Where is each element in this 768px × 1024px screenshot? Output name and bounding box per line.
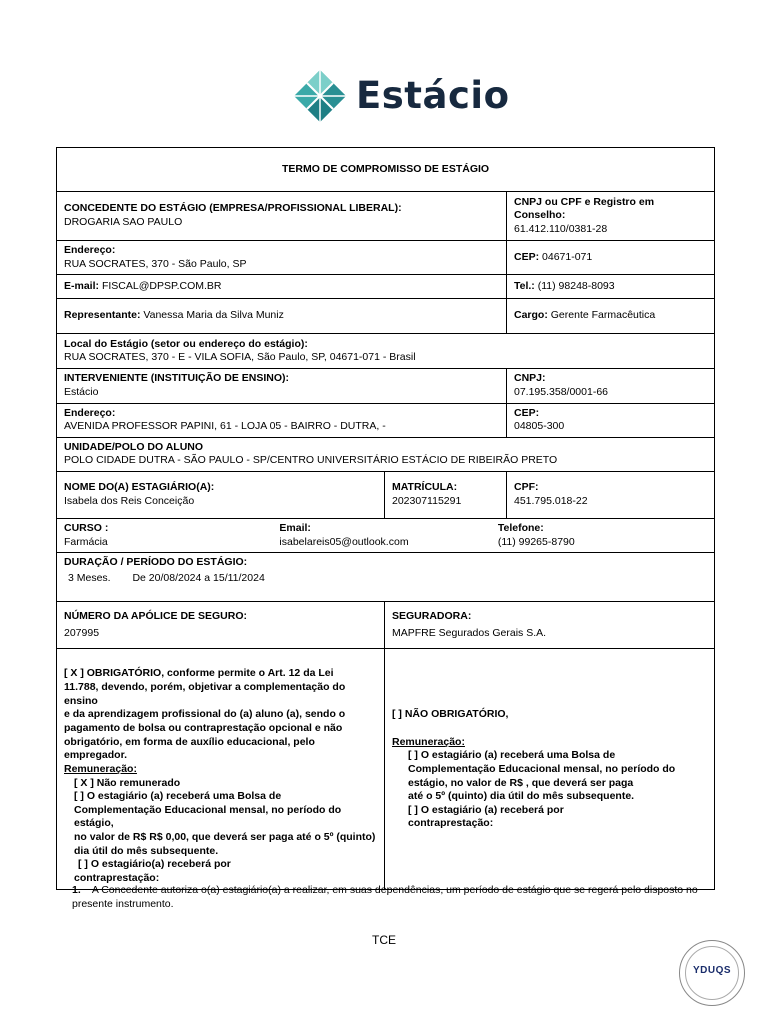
cpf-label: CPF: — [514, 481, 539, 494]
nao-obrigatorio-remuneracao-label: Remuneração: — [392, 735, 465, 748]
stamp-text: YDUQS — [692, 965, 732, 976]
obrigatorio-option-bolsa-line-1: [ ] O estagiário (a) receberá uma Bolsa de — [74, 790, 282, 803]
interveniente-endereco-value: AVENIDA PROFESSOR PAPINI, 61 - LOJA 05 - BAIRRO - DUTRA, - — [64, 420, 386, 433]
telefone-label: Telefone: — [497, 522, 544, 535]
nome-estagiario-value: Isabela dos Reis Conceição — [64, 495, 195, 508]
estacio-logo-icon — [292, 68, 348, 124]
apolice-value: 207995 — [64, 626, 100, 639]
clause-1-text: A Concedente autoriza o(a) estagiário(a) a realizar, em suas dependências, um período de estágio que se regerá pelo disposto no presente instrumento. — [72, 884, 698, 911]
nao-obrigatorio-option-bolsa-line-1: [ ] O estagiário (a) receberá uma Bolsa de — [408, 749, 616, 762]
interveniente-label: INTERVENIENTE (INSTITUIÇÃO DE ENSINO): — [64, 372, 289, 385]
obrigatorio-option-bolsa-line-2: Complementação Educacional mensal, no período do estágio, — [74, 803, 342, 830]
local-estagio-value: RUA SOCRATES, 370 - E - VILA SOFIA, São Paulo, SP, 04671-071 - Brasil — [64, 351, 416, 364]
obrigatorio-option-nao-remunerado: [ X ] Não remunerado — [74, 776, 181, 789]
interveniente-cep-value: 04805-300 — [514, 420, 565, 433]
obrigatorio-option-contraprestacao-line-1: [ ] O estagiário(a) receberá por — [78, 858, 231, 871]
internship-form-table — [56, 147, 715, 890]
document-title: TERMO DE COMPROMISSO DE ESTÁGIO — [57, 148, 715, 192]
cargo-value: Gerente Farmacêutica — [550, 309, 656, 322]
concedente-cnpj-value: 61.412.110/0381-28 — [514, 222, 608, 235]
obrigatorio-line-2: 11.788, devendo, porém, objetivar a complementação do ensino — [64, 681, 346, 707]
nao-obrigatorio-option-contraprestacao-line-1: [ ] O estagiário (a) receberá por — [408, 803, 564, 816]
nao-obrigatorio-option-bolsa-line-4: até o 5º (quinto) dia útil do mês subsequente. — [408, 790, 635, 803]
concedente-cnpj-label: CNPJ ou CPF e Registro em Conselho: — [514, 195, 655, 222]
concedente-cep-label: CEP: — [514, 250, 540, 263]
concedente-value: DROGARIA SAO PAULO — [64, 216, 183, 228]
obrigatorio-line-3: e da aprendizagem profissional do (a) aluno (a), sendo o — [64, 708, 346, 721]
obrigatorio-option-bolsa-line-3: no valor de R$ R$ 0,00, que deverá ser paga até o 5º (quinto) — [74, 831, 376, 844]
interveniente-endereco-label: Endereço: — [64, 406, 116, 419]
curso-label: CURSO : — [64, 522, 109, 535]
obrigatorio-line-4: pagamento de bolsa ou contraprestação opcional e não — [64, 721, 343, 734]
nao-obrigatorio-option-bolsa-line-3: estágio, no valor de R$ , que deverá ser paga — [408, 776, 634, 789]
duracao-label: DURAÇÃO / PERÍODO DO ESTÁGIO: — [64, 556, 248, 569]
nao-obrigatorio-option-contraprestacao-line-2: contraprestação: — [408, 817, 494, 830]
cpf-value: 451.795.018-22 — [514, 495, 588, 508]
telefone-value: (11) 99265-8790 — [497, 535, 575, 548]
interveniente-value: Estácio — [64, 385, 99, 398]
estagiario-email-label: Email: — [279, 522, 311, 535]
estagiario-email-value: isabelareis05@outlook.com — [279, 535, 409, 548]
unidade-polo-value: POLO CIDADE DUTRA - SÃO PAULO - SP/CENTRO UNIVERSITÁRIO ESTÁCIO DE RIBEIRÃO PRETO — [64, 454, 558, 467]
obrigatorio-line-5: obrigatório, em forma de auxílio educacional, pelo empregador. — [64, 735, 315, 762]
concedente-email-label: E-mail: — [64, 279, 100, 292]
duracao-periodo: De 20/08/2024 a 15/11/2024 — [132, 572, 265, 585]
obrigatorio-option-contraprestacao-line-2: contraprestação: — [74, 872, 160, 885]
clause-1-number: 1. — [72, 884, 81, 896]
duracao-meses: 3 Meses. — [68, 572, 111, 585]
matricula-label: MATRÍCULA: — [392, 481, 458, 494]
yduqs-approval-stamp — [679, 940, 745, 1006]
obrigatorio-option-bolsa-line-4: dia útil do mês subsequente. — [74, 844, 219, 857]
concedente-tel-label: Tel.: — [514, 279, 535, 292]
clause-1 — [72, 883, 702, 911]
concedente-cep-value: 04671-071 — [542, 250, 593, 263]
concedente-endereco-value: RUA SOCRATES, 370 - São Paulo, SP — [64, 257, 247, 270]
apolice-label: NÚMERO DA APÓLICE DE SEGURO: — [64, 610, 247, 623]
course-contact-row — [64, 522, 707, 549]
concedente-email-value: FISCAL@DPSP.COM.BR — [101, 279, 222, 292]
cargo-label: Cargo: — [514, 309, 548, 322]
concedente-tel-value: (11) 98248-8093 — [537, 279, 615, 292]
obrigatorio-remuneracao-label: Remuneração: — [64, 762, 137, 775]
matricula-value: 202307115291 — [392, 495, 462, 508]
interveniente-cnpj-label: CNPJ: — [514, 372, 546, 385]
unidade-polo-label: UNIDADE/POLO DO ALUNO — [64, 440, 204, 453]
representante-label: Representante: — [64, 309, 141, 322]
footer-label: TCE — [372, 933, 396, 947]
concedente-label: CONCEDENTE DO ESTÁGIO (EMPRESA/PROFISSIONAL LIBERAL): — [64, 202, 402, 215]
curso-value: Farmácia — [64, 535, 108, 548]
interveniente-cnpj-value: 07.195.358/0001-66 — [514, 385, 609, 398]
nao-obrigatorio-option-bolsa-line-2: Complementação Educacional mensal, no período do — [408, 762, 676, 775]
concedente-endereco-label: Endereço: — [64, 244, 116, 256]
obrigatorio-section — [57, 649, 385, 889]
seguradora-label: SEGURADORA: — [392, 610, 472, 623]
obrigatorio-line-1: [ X ] OBRIGATÓRIO, conforme permite o Art. 12 da Lei — [64, 667, 334, 680]
seguradora-value: MAPFRE Segurados Gerais S.A. — [392, 626, 547, 639]
representante-value: Vanessa Maria da Silva Muniz — [143, 309, 284, 322]
estacio-logo — [292, 68, 522, 124]
nao-obrigatorio-section — [385, 649, 715, 889]
logo-wordmark: Estácio — [356, 73, 510, 117]
local-estagio-label: Local do Estágio (setor ou endereço do estágio): — [64, 337, 308, 350]
nao-obrigatorio-line-1: [ ] NÃO OBRIGATÓRIO, — [392, 707, 509, 720]
interveniente-cep-label: CEP: — [514, 406, 540, 419]
nome-estagiario-label: NOME DO(A) ESTAGIÁRIO(A): — [64, 481, 215, 494]
